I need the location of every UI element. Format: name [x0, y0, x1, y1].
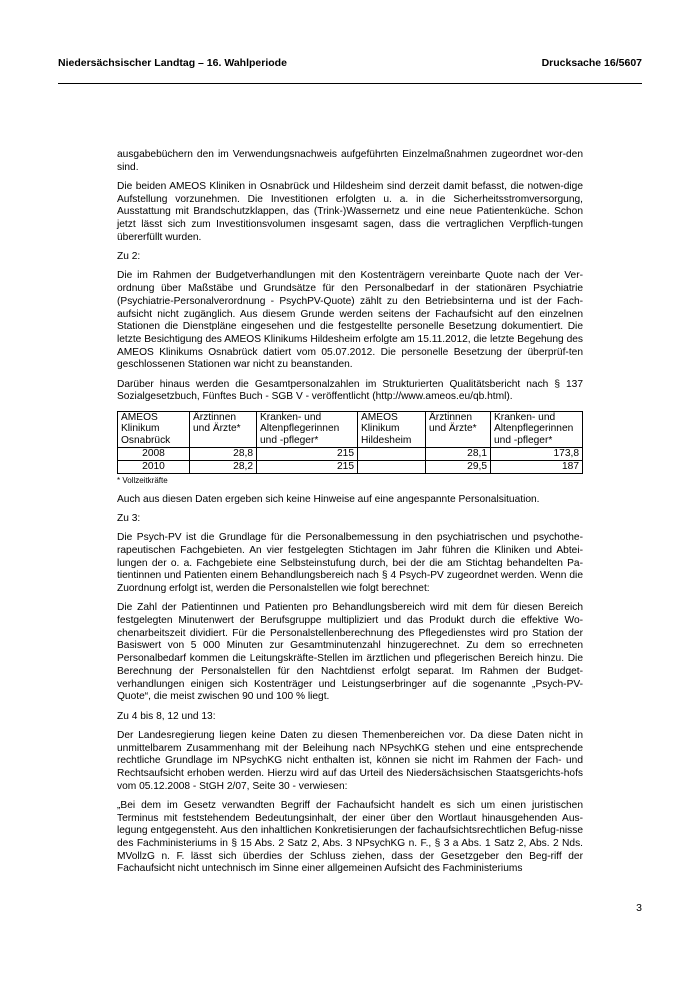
table-header-cell: AMEOS Klinikum Hildesheim	[358, 411, 426, 447]
table-header-row	[118, 411, 583, 447]
table-header-cell: Ärztinnen und Ärzte*	[426, 411, 491, 447]
staff-table	[117, 411, 583, 474]
table-cell: 29,5	[426, 460, 491, 473]
paragraph: Die Psych-PV ist die Grundlage für die Personalbemessung in den psychiatrischen und psychothe-rapeutischen Fachgebieten. An vier festgelegten Stichtagen im Jahr führen die Kliniken und Abtei-lungen der o. a. Fachgebiete eine Selbsteinstufung durch, bei der die am Stichtag behandelten Pa-tientinnen und Patienten einem Behandlungsbereich nach § 4 Psych-PV zugeordnet werden. Wenn die Zuordnung erfolgt ist, werden die Personalstellen wie folgt berechnet:	[117, 532, 583, 595]
document-number: Drucksache 16/5607	[541, 57, 642, 69]
table-header-cell: Kranken- und Altenpflegerinnen und -pfleger*	[491, 411, 583, 447]
section-heading: Zu 2:	[117, 251, 141, 263]
paragraph: Die beiden AMEOS Kliniken in Osnabrück und Hildesheim sind derzeit damit befasst, die notwen-dige Aufstellung vorzunehmen. Die Investitionen erfolgten u. a. in die Sicherheitsstromversorgung, Ausstattung mit Brandschutzklappen, das (Trink-)Wassernetz und eine neue Patientenküche. Schon jetzt lässt sich zum Investitionsvolumen insgesamt sagen, dass die vertraglichen Verpflich-tungen übererfüllt wurden.	[117, 181, 583, 243]
document-body	[117, 149, 583, 883]
table-cell: 215	[257, 448, 358, 461]
table-cell: 28,8	[190, 448, 257, 461]
table-cell	[358, 460, 426, 473]
paragraph: Auch aus diesen Daten ergeben sich keine Hinweise auf eine angespannte Personalsituation.	[117, 493, 540, 505]
table-cell: 173,8	[491, 448, 583, 461]
paragraph: ausgabebüchern den im Verwendungsnachweis aufgeführten Einzelmaßnahmen zugeordnet wor-den sind.	[117, 149, 583, 173]
table-cell: 187	[491, 460, 583, 473]
table-row	[118, 460, 583, 473]
table-cell: 28,2	[190, 460, 257, 473]
section-heading: Zu 3:	[117, 512, 141, 524]
table-header-cell: Ärztinnen und Ärzte*	[190, 411, 257, 447]
paragraph: Der Landesregierung liegen keine Daten zu diesen Themenbereichen vor. Da diese Daten nicht in unmittelbarem Zusammenhang mit der Beleihung nach NPsychKG stehen und eine entsprechende rechtliche Grundlage im NPsychKG nicht enthalten ist, können sie nicht im Rahmen der Fach- und Rechtsaufsicht erhoben werden. Hierzu wird auf das Urteil des Niedersächsischen Staatsgerichts-hofs vom 05.12.2008 - StGH 2/07, Seite 30 - verwiesen:	[117, 729, 583, 792]
paragraph: Darüber hinaus werden die Gesamtpersonalzahlen im Strukturierten Qualitätsbericht nach § 137 Sozialgesetzbuch, Fünftes Buch - SGB V - veröffentlicht (http://www.ameos.eu/qb.html).	[117, 378, 583, 403]
table-cell: 2008	[118, 448, 190, 461]
table-footnote: * Vollzeitkräfte	[117, 475, 168, 485]
header-rule	[58, 83, 642, 84]
table-cell: 215	[257, 460, 358, 473]
quote-paragraph: „Bei dem im Gesetz verwandten Begriff der Fachaufsicht handelt es sich um einen juristischen Terminus mit feststehendem Bedeutungsinhalt, der einer über den Wortlaut hinausgehenden Aus-legung entgegensteht. Aus den inhaltlichen Konkretisierungen der fachaufsichtsrechtlichen Befug-nisse des Fachministeriums in § 15 Abs. 2 Satz 2, Abs. 3 NPsychKG n. F., § 3 a Abs. 1 Satz 2, Abs. 2 Nds. MVollzG n. F. lässt sich überdies der Schluss ziehen, dass der Gesetzgeber den Beg-riff der Fachaufsicht nicht untechnisch im Sinne einer allgemeinen Aufsicht des Fachministeriums	[117, 799, 583, 875]
header-title: Niedersächsischer Landtag – 16. Wahlperiode	[58, 57, 287, 69]
table-cell: 28,1	[426, 448, 491, 461]
table-header-cell: Kranken- und Altenpflegerinnen und -pfleger*	[257, 411, 358, 447]
section-heading: Zu 4 bis 8, 12 und 13:	[117, 710, 216, 722]
table-cell: 2010	[118, 460, 190, 473]
paragraph: Die im Rahmen der Budgetverhandlungen mit den Kostenträgern vereinbarte Quote nach der Ver-ordnung über Maßstäbe und Grundsätze für den Personalbedarf in der stationären Psychiatrie (Psychiatrie-Personalverordnung - PsychPV-Quote) zählt zu den Betriebsinterna und ist der Fach-aufsicht nicht zugänglich. Aus diesem Grunde werden seitens der Fachaufsicht auf den einzelnen Stationen die Dienstpläne eingesehen und die festgestellte personelle Besetzung dokumentiert. Die letzte Besichtigung des AMEOS Klinikums Hildesheim erfolgte am 15.11.2012, die letzte Begehung des AMEOS Klinikums Osnabrück datiert vom 05.07.2012. Die personelle Besetzung der überprüf-ten geschlossenen Stationen war nicht zu beanstanden.	[117, 270, 583, 371]
table-cell	[358, 448, 426, 461]
paragraph: Die Zahl der Patientinnen und Patienten pro Behandlungsbereich wird mit dem für diesen Bereich festgelegten Minutenwert der Berufsgruppe multipliziert und das Produkt durch die effektive Wo-chenarbeitszeit dividiert. Für die Personalstellenberechnung des Pflegedienstes wird pro Station der Basiswert von 5 000 Minuten zur Gesamtminutenzahl hinzugerechnet. Zu dem so errechneten Personalbedarf kommen die Leitungskräfte-Stellen im ärztlichen und pflegerischen Bereich hinzu. Die Berechnung der Personalstellen für den Nachtdienst erfolgt separat. Im Rahmen der Budget-verhandlungen einigen sich Kostenträger und Leistungserbringer auf die sogenannte „Psych-PV-Quote“, die meist zwischen 90 und 100 % liegt.	[117, 602, 583, 703]
table-header-cell: AMEOS Klinikum Osnabrück	[118, 411, 190, 447]
page-number: 3	[636, 902, 642, 914]
table-row	[118, 448, 583, 461]
